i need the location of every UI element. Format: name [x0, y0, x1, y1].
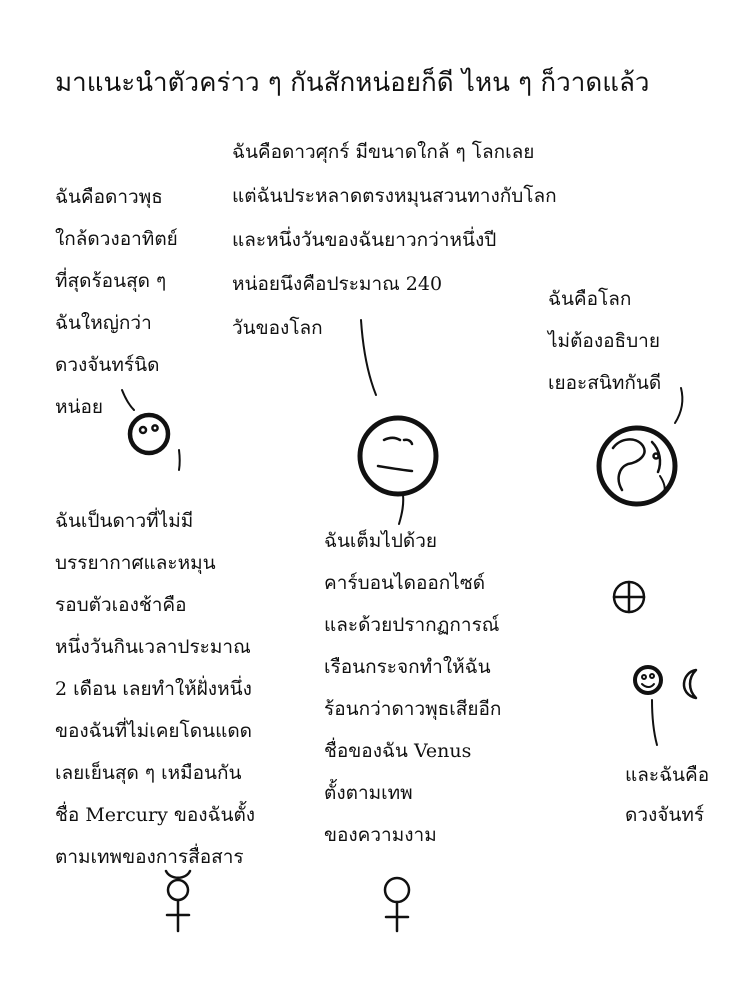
mercury-symbol-icon — [166, 871, 190, 931]
venus-character — [360, 320, 436, 524]
mercury-intro-line: หน่อย — [55, 396, 104, 418]
earth-character — [599, 388, 682, 504]
earth-intro-line: ไม่ต้องอธิบาย — [548, 330, 660, 352]
mercury-desc-line: รอบตัวเองช้าคือ — [55, 594, 187, 616]
moon-intro-line: ดวงจันทร์ — [625, 804, 705, 826]
mercury-desc-line: หนึ่งวันกินเวลาประมาณ — [55, 636, 251, 658]
venus-symbol-icon — [385, 878, 409, 931]
mercury-desc-line: ชื่อ Mercury ของฉันตั้ง — [55, 804, 256, 826]
mercury-desc-line: ของฉันที่ไม่เคยโดนแดด — [55, 720, 253, 742]
earth-intro-line: ฉันคือโลก — [548, 288, 632, 310]
venus-desc-line: ชื่อของฉัน Venus — [324, 740, 472, 762]
mercury-desc-line: ตามเทพของการสื่อสาร — [55, 846, 244, 868]
mercury-intro-line: ฉันใหญ่กว่า — [55, 312, 152, 334]
mercury-intro-line: ดวงจันทร์นิด — [55, 354, 160, 376]
mercury-desc-line: ฉันเป็นดาวที่ไม่มี — [55, 510, 194, 532]
moon-intro-line: และฉันคือ — [625, 764, 710, 786]
venus-desc-line: คาร์บอนไดออกไซด์ — [324, 572, 486, 594]
venus-desc-line: ตั้งตามเทพ — [324, 782, 413, 804]
venus-intro-line: วันของโลก — [232, 317, 323, 339]
mercury-intro-line: ใกล้ดวงอาทิตย์ — [55, 228, 178, 250]
crescent-moon-icon — [684, 670, 696, 698]
moon-character — [635, 667, 661, 745]
venus-desc-line: ร้อนกว่าดาวพุธเสียอีก — [324, 698, 502, 720]
venus-desc-line: ของความงาม — [324, 824, 437, 846]
venus-intro-line: ฉันคือดาวศุกร์ มีขนาดใกล้ ๆ โลกเลย — [232, 141, 535, 163]
venus-desc-line: และด้วยปรากฏการณ์ — [324, 614, 500, 636]
mercury-desc-line: เลยเย็นสุด ๆ เหมือนกัน — [55, 762, 242, 784]
venus-intro-line: แต่ฉันประหลาดตรงหมุนสวนทางกับโลก — [232, 185, 557, 207]
page-title: มาแนะนำตัวคร่าว ๆ กันสักหน่อยก็ดี ไหน ๆ ก็วาดแล้ว — [55, 68, 650, 98]
venus-intro-line: หน่อยนึงคือประมาณ 240 — [232, 273, 443, 295]
venus-desc-line: เรือนกระจกทำให้ฉัน — [324, 656, 491, 678]
mercury-character — [122, 390, 180, 470]
venus-desc-line: ฉันเต็มไปด้วย — [324, 530, 438, 552]
mercury-intro-line: ที่สุดร้อนสุด ๆ — [55, 270, 167, 292]
mercury-desc-line: บรรยากาศและหมุน — [55, 552, 216, 574]
venus-intro-line: และหนึ่งวันของฉันยาวกว่าหนึ่งปี — [232, 229, 497, 251]
mercury-intro-line: ฉันคือดาวพุธ — [55, 186, 163, 208]
earth-symbol-icon — [614, 582, 644, 612]
mercury-desc-line: 2 เดือน เลยทำให้ฝั่งหนึ่ง — [55, 678, 252, 700]
earth-intro-line: เยอะสนิทกันดี — [548, 372, 662, 394]
